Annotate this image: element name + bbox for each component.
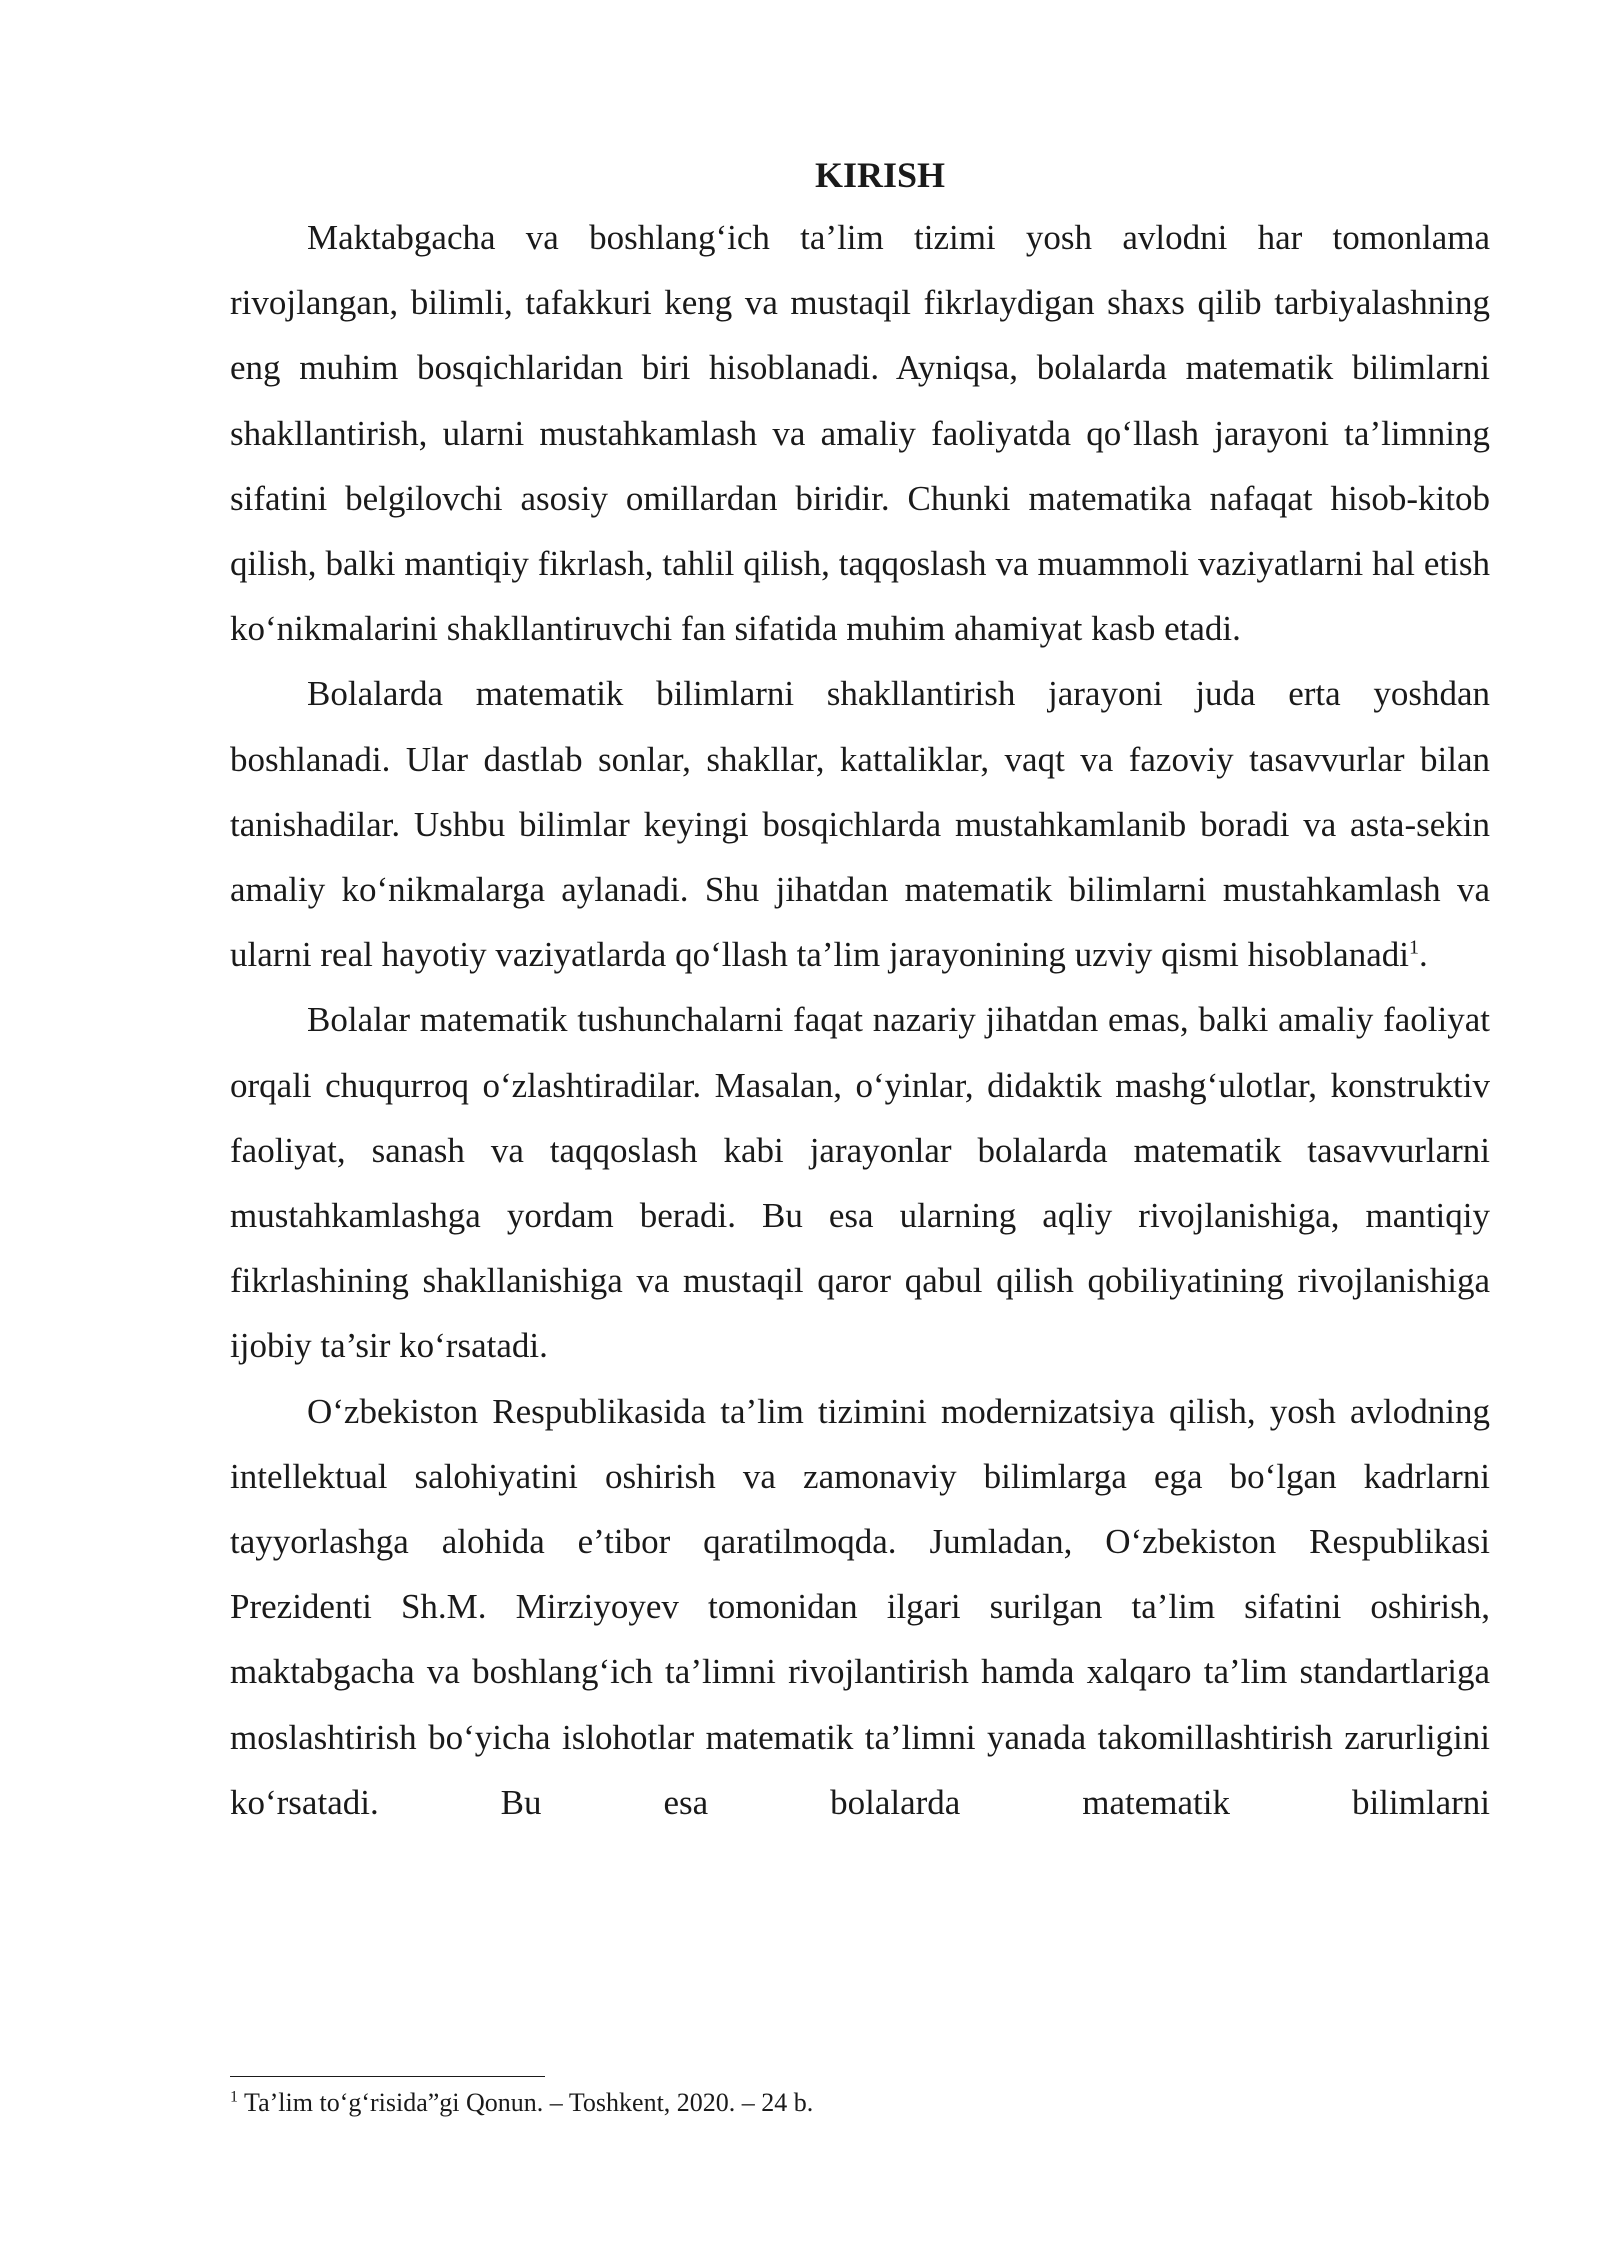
footnote [230, 2086, 1490, 2120]
footnote-mark: 1 [230, 2088, 238, 2106]
paragraph-2-end: . [1418, 935, 1428, 975]
document-page [230, 145, 1490, 1835]
section-title: KIRISH [814, 155, 946, 195]
paragraph-2-text: Bolalarda matematik bilimlarni shakllantirish jarayoni juda erta yoshdan boshlanadi. Ular dastlab sonlar, shakllar, kattaliklar, vaqt va fazoviy tasavvurlar bilan tanishadilar. Ushbu bilimlar keyingi bosqichlarda mustahkamlanib boradi va asta-sekin amaliy ko‘nikmalarga aylanadi. Shu jihatdan matematik bilimlarni mustahkamlash va ularni real hayotiy vaziyatlarda qo‘llash ta’lim jarayonining uzviy qismi hisoblanadi [230, 674, 1490, 975]
paragraph-2 [230, 661, 1490, 987]
footnote-reference[interactable]: 1 [1408, 936, 1419, 959]
footnote-text: Ta’lim to‘g‘risida”gi Qonun. – Toshkent, 2020. – 24 b. [238, 2088, 814, 2117]
paragraph-3: Bolalar matematik tushunchalarni faqat nazariy jihatdan emas, balki amaliy faoliyat orqali chuqurroq o‘zlashtiradilar. Masalan, o‘yinlar, didaktik mashg‘ulotlar, konstruktiv faoliyat, sanash va taqqoslash kabi jarayonlar bolalarda matematik tasavvurlarni mustahkamlashga yordam beradi. Bu esa ularning aqliy rivojlanishiga, mantiqiy fikrlashining shakllanishiga va mustaqil qaror qabul qilish qobiliyatining rivojlanishiga ijobiy ta’sir ko‘rsatadi. [230, 1000, 1490, 1366]
footnote-separator [230, 2076, 545, 2077]
paragraph-1: Maktabgacha va boshlang‘ich ta’lim tizimi yosh avlodni har tomonlama rivojlangan, bilimli, tafakkuri keng va mustaqil fikrlaydigan shaxs qilib tarbiyalashning eng muhim bosqichlaridan biri hisoblanadi. Ayniqsa, bolalarda matematik bilimlarni shakllantirish, ularni mustahkamlash va amaliy faoliyatda qo‘llash jarayoni ta’limning sifatini belgilovchi asosiy omillardan biridir. Chunki matematika nafaqat hisob-kitob qilish, balki mantiqiy fikrlash, tahlil qilish, taqqoslash va muammoli vaziyatlarni hal etish ko‘nikmalarini shakllantiruvchi fan sifatida muhim ahamiyat kasb etadi. [230, 218, 1490, 649]
paragraph-4: O‘zbekiston Respublikasida ta’lim tizimini modernizatsiya qilish, yosh avlodning intellektual salohiyatini oshirish va zamonaviy bilimlarga ega bo‘lgan kadrlarni tayyorlashga alohida e’tibor qaratilmoqda. Jumladan, O‘zbekiston Respublikasi Prezidenti Sh.M. Mirziyoyev tomonidan ilgari surilgan ta’lim sifatini oshirish, maktabgacha va boshlang‘ich ta’limni rivojlantirish hamda xalqaro ta’lim standartlariga moslashtirish bo‘yicha islohotlar matematik ta’limni yanada takomillashtirish zarurligini ko‘rsatadi. Bu esa bolalarda matematik bilimlarni [230, 1391, 1490, 1822]
